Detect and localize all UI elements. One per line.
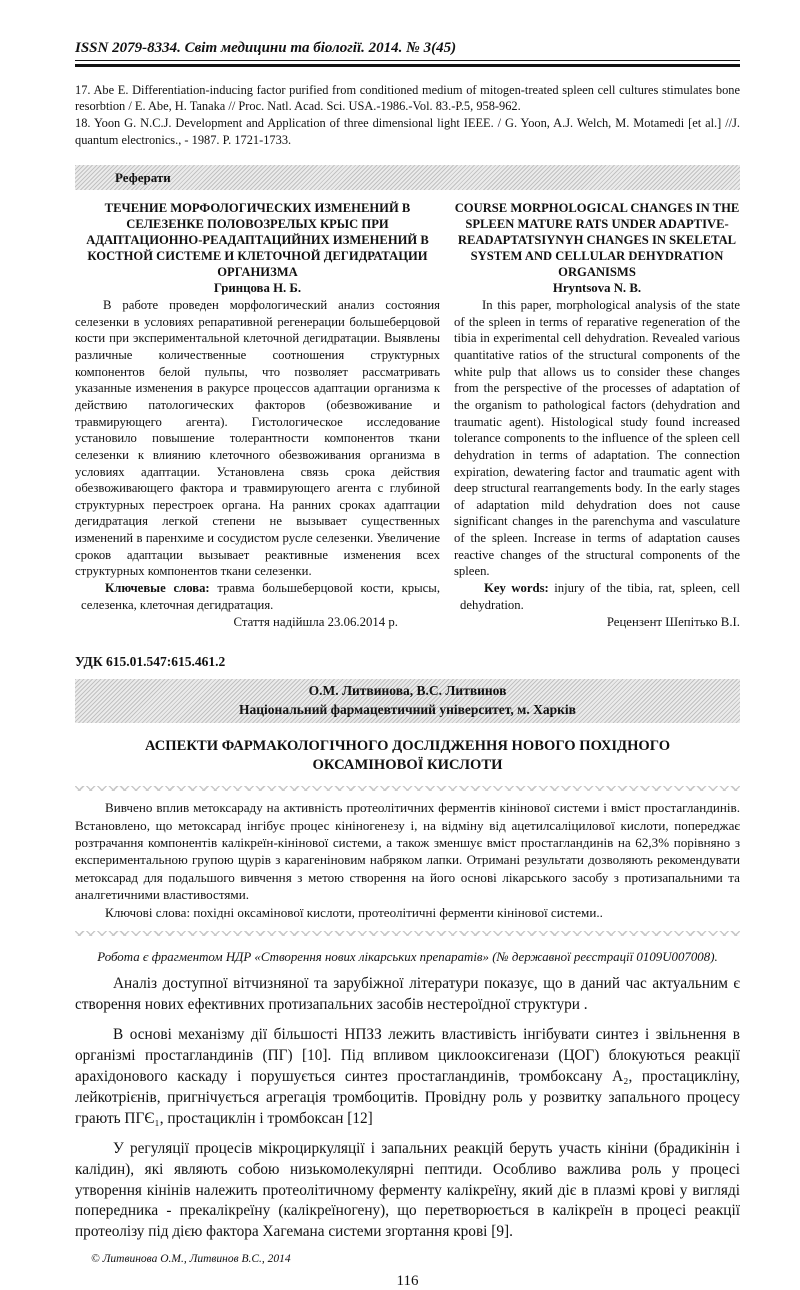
abstract-en-body: In this paper, morphological analysis of the state of the spleen in terms of reparative regeneration of the tibia in experimental cell dehydration. Revealed various quantitative ratios of the structural components of the white pulp that allows us to consider these changes from the perspective of the processes of adaptation of the organism to pathological factors (dehydration and traumatic agent). Histological study found increased tolerance components to the influence of the spleen cell dehydration in terms of adaptation. The connection expiration, dewatering factor and traumatic agent with deep structural rearrangements body. In the early stages of adaptation mild dehydration does not cause significant changes in the parenchyma and vasculature of the spleen. Increase in terms of adaptation causes reactive changes of the structural components of the spleen.: [454, 298, 740, 579]
abstract-en-title: COURSE MORPHOLOGICAL CHANGES IN THE SPLEEN MATURE RATS UNDER ADAPTIVE-READAPTATSIYNYH CHANGES IN SKELETAL SYSTEM AND CELLULAR DEHYDRATION ORGANISMS: [454, 200, 740, 280]
abstract-english-column: [454, 200, 740, 630]
abstract-ru-keywords-text: травма большеберцовой кости, крысы, селезенка, клеточная дегидратация.: [81, 581, 440, 612]
header-rule: [75, 64, 740, 67]
article-reviewer: Рецензент Шепітько В.І.: [606, 615, 740, 630]
abstract-ru-body: В работе проведен морфологический анализ состояния селезенки в условиях репаративной регенерации большеберцовой кости при экспериментальной клеточной дегидратации. Выявлены различные количественные соотношения структурных компонентов белой пульпы, что позволяет рассматривать указанные изменения в ракурсе процессов адаптации организма к действию патологических факторов (обезвоживание и травмирующего агента). Гистологическое исследование установило повышение толерантности компонентов ткани селезенки к влиянию клеточного обезвоживания организма в условиях адаптации. Установлена связь срока действия обезвоживающего фактора и травмирующего агента с глубиной структурных перестроек органа. На ранних сроках адаптации дегидратация легкой степени не вызывает существенных изменений в паренхиме и сосудистом русле селезенки. Увеличение сроков адаптации вызывает реактивные изменения всех структурных компонентов ткани селезенки.: [75, 298, 440, 579]
referaty-section-banner: [75, 165, 740, 190]
zigzag-divider-top: [75, 786, 740, 791]
referaty-label: Реферати: [115, 169, 171, 185]
body-paragraph: Аналіз доступної вітчизняної та зарубіжної літератури показує, що в даний час актуальним є створення нових ефективних протизапальних засобів нестероїдної структури .: [75, 974, 740, 1013]
article-abstract-uk: Вивчено вплив метоксараду на активність протеолітичних ферментів кінінової системи і вміст простагландинів. Встановлено, що метоксарад інгібує процес кініногенезу і, на відміну від ацетилсаліцилової кислоти, попереджає розтрачання компонентів калікреїн-кінінової системи, а також зменшує вміст простагландинів на 62,3% порівняно з експериментальною групою щурів з карагеніновим набряком лапки. Отримані результати дозволяють рекомендувати метоксарад для подальшого вивчення з метою створення на його основі лікарського засобу з протизапальними та аналгетичними властивостями.: [75, 800, 740, 903]
abstract-russian-column: [75, 200, 440, 630]
udk-code: УДК 615.01.547:615.461.2: [75, 654, 226, 670]
reference-list: [75, 82, 740, 149]
abstracts-two-columns: [75, 200, 740, 630]
abstract-en-keywords: [454, 580, 740, 613]
abstract-ru-author: Гринцова Н. Б.: [213, 281, 302, 296]
article-received-date: Стаття надійшла 23.06.2014 р.: [233, 615, 398, 630]
page-number: 116: [396, 1273, 419, 1290]
ndr-note: Робота є фрагментом НДР «Створення нових лікарських препаратів» (№ державної реєстрації 0109U007008).: [97, 949, 718, 964]
reference-item: 18. Yoon G. N.C.J. Development and Application of three dimensional light IEEE. / G. Yoon, A.J. Welch, M. Motamedi [et al.] //J. quantum electronics., - 1987. P. 1721-1733.: [75, 116, 740, 148]
abstract-en-keywords-label: Key words:: [484, 581, 549, 595]
body-paragraph: В основі механізму дії більшості НПЗЗ лежить властивість інгібувати синтез і звільнення в організмі простагландинів (ПГ) [10]. Під впливом циклооксигенази (ЦОГ) блокуються реакції арахідонового каскаду і порушується синтез простагландинів, тромбоксану А₂, простацикліну, лейкотрієнів, пригнічується агрегація тромбоцитів. Провідну роль у розвитку запального процесу грають ПГЄ₁, простациклін і тромбоксан [12]: [75, 1025, 740, 1127]
copyright-line: © Литвинова О.М., Литвинов В.С., 2014: [91, 1253, 291, 1266]
article-authors: О.М. Литвинова, В.С. Литвинов: [308, 683, 507, 699]
abstract-en-author: Hryntsova N. B.: [552, 281, 642, 296]
article-affiliation: Національний фармацевтичний університет, м. Харків: [239, 701, 576, 717]
reference-item: 17. Abe E. Differentiation-inducing factor purified from conditioned medium of mitogen-treated spleen cell cultures stimulates bone resorbtion / E. Abe, H. Tanaka // Proc. Natl. Acad. Sci. USA.-1986.-Vol. 83.-P.5, 958-962.: [75, 82, 740, 114]
abstract-ru-keywords: [75, 580, 440, 613]
abstract-ru-title: ТЕЧЕНИЕ МОРФОЛОГИЧЕСКИХ ИЗМЕНЕНИЙ В СЕЛЕЗЕНКЕ ПОЛОВОЗРЕЛЫХ КРЫС ПРИ АДАПТАЦИОННО-РЕАДАПТАЦИЙНИХ ИЗМЕНЕНИЙ В КОСТНОЙ СИСТЕМЕ И КЛЕТОЧНОЙ ДЕГИДРАТАЦИИ ОРГАНИЗМА: [86, 200, 429, 280]
abstract-ru-keywords-label: Ключевые слова:: [105, 581, 210, 595]
zigzag-divider-bottom: [75, 931, 740, 936]
body-paragraph: У регуляції процесів мікроциркуляції і запальних реакцій беруть участь кініни (брадикінін і калідин), які являють собою низькомолекулярні пептиди. Особливо важлива роль у процесі утворення кінінів належить протеолітичному ферменту калікреїну, який діє в плазмі крові у вигляді попередника - прекалікреїну (калікреїногену), що перетворюється в калікреїн в процесі реакції протеолізу під дією фактора Хагемана системи згортання крові [9].: [75, 1139, 740, 1241]
journal-issn-header: ISSN 2079-8334. Світ медицини та біології. 2014. № 3(45): [75, 40, 740, 61]
article-authors-banner: [75, 679, 740, 722]
article-keywords-uk: Ключові слова: похідні оксамінової кислоти, протеолітичні ферменти кінінової системи..: [105, 904, 603, 920]
abstract-en-keywords-text: injury of the tibia, rat, spleen, cell dehydration.: [460, 581, 740, 612]
article-title: АСПЕКТИ ФАРМАКОЛОГІЧНОГО ДОСЛІДЖЕННЯ НОВОГО ПОХІДНОГО ОКСАМІНОВОЇ КИСЛОТИ: [144, 737, 671, 774]
